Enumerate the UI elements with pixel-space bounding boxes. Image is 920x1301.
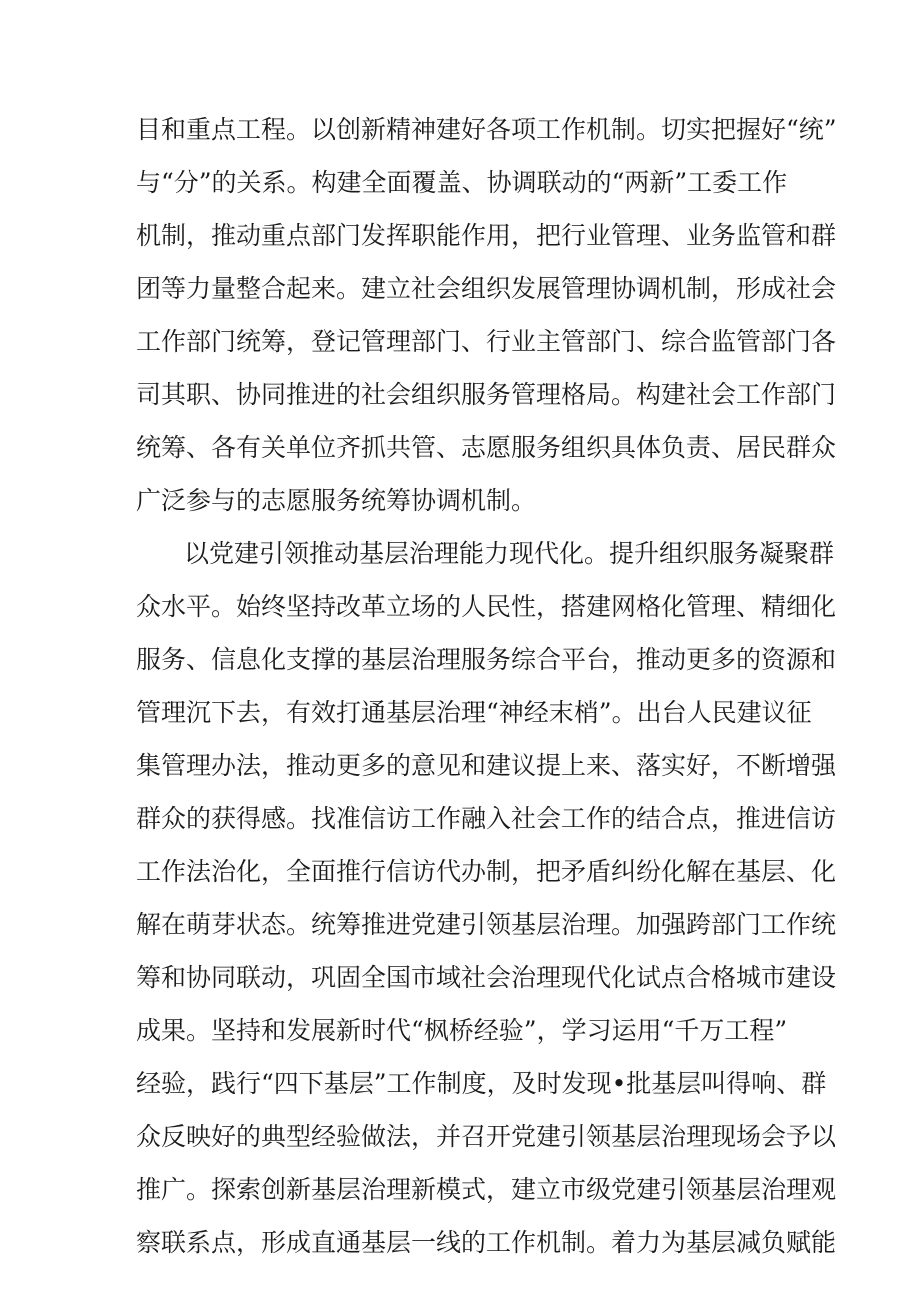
paragraph-line: 众反映好的典型经验做法，并召开党建引领基层治理现场会予以: [136, 1122, 837, 1151]
paragraph-line: 群众的获得感。找准信访工作融入社会工作的结合点，推进信访: [136, 804, 837, 833]
paragraph-line: 管理沉下去，有效打通基层治理“神经末梢”。出台人民建议征: [136, 698, 812, 727]
paragraph-line: 团等力量整合起来。建立社会组织发展管理协调机制，形成社会: [136, 274, 837, 303]
paragraph-line: 推广。探索创新基层治理新模式，建立市级党建引领基层治理观: [136, 1175, 837, 1204]
paragraph-line: 众水平。始终坚持改革立场的人民性，搭建网格化管理、精细化: [136, 592, 837, 621]
paragraph-line: 以党建引领推动基层治理能力现代化。提升组织服务凝聚群: [184, 539, 835, 568]
paragraph-line: 察联系点，形成直通基层一线的工作机制。着力为基层减负赋能: [136, 1228, 837, 1257]
paragraph-line: 服务、信息化支撑的基层治理服务综合平台，推动更多的资源和: [136, 645, 837, 674]
paragraph-line: 筹和协同联动，巩固全国市域社会治理现代化试点合格城市建设: [136, 963, 837, 992]
paragraph-line: 成果。坚持和发展新时代“枫桥经验”，学习运用“千万工程”: [136, 1016, 788, 1045]
paragraph-line: 与“分”的关系。构建全面覆盖、协调联动的“两新”工委工作: [136, 168, 788, 197]
paragraph-line: 解在萌芽状态。统筹推进党建引领基层治理。加强跨部门工作统: [136, 910, 837, 939]
paragraph-line: 集管理办法，推动更多的意见和建议提上来、落实好，不断增强: [136, 751, 837, 780]
paragraph-line: 工作部门统筹，登记管理部门、行业主管部门、综合监管部门各: [136, 327, 837, 356]
paragraph-line: 司其职、协同推进的社会组织服务管理格局。构建社会工作部门: [136, 380, 837, 409]
paragraph-line: 统筹、各有关单位齐抓共管、志愿服务组织具体负责、居民群众: [136, 433, 837, 462]
paragraph-line: 工作法治化，全面推行信访代办制，把矛盾纠纷化解在基层、化: [136, 857, 837, 886]
paragraph-line: 广泛参与的志愿服务统筹协调机制。: [136, 486, 537, 515]
paragraph-line: 经验，践行“四下基层”工作制度，及时发现•批基层叫得响、群: [136, 1069, 827, 1098]
paragraph-line: 目和重点工程。以创新精神建好各项工作机制。切实把握好“统”: [136, 115, 837, 144]
paragraph-line: 机制，推动重点部门发挥职能作用，把行业管理、业务监管和群: [136, 221, 837, 250]
